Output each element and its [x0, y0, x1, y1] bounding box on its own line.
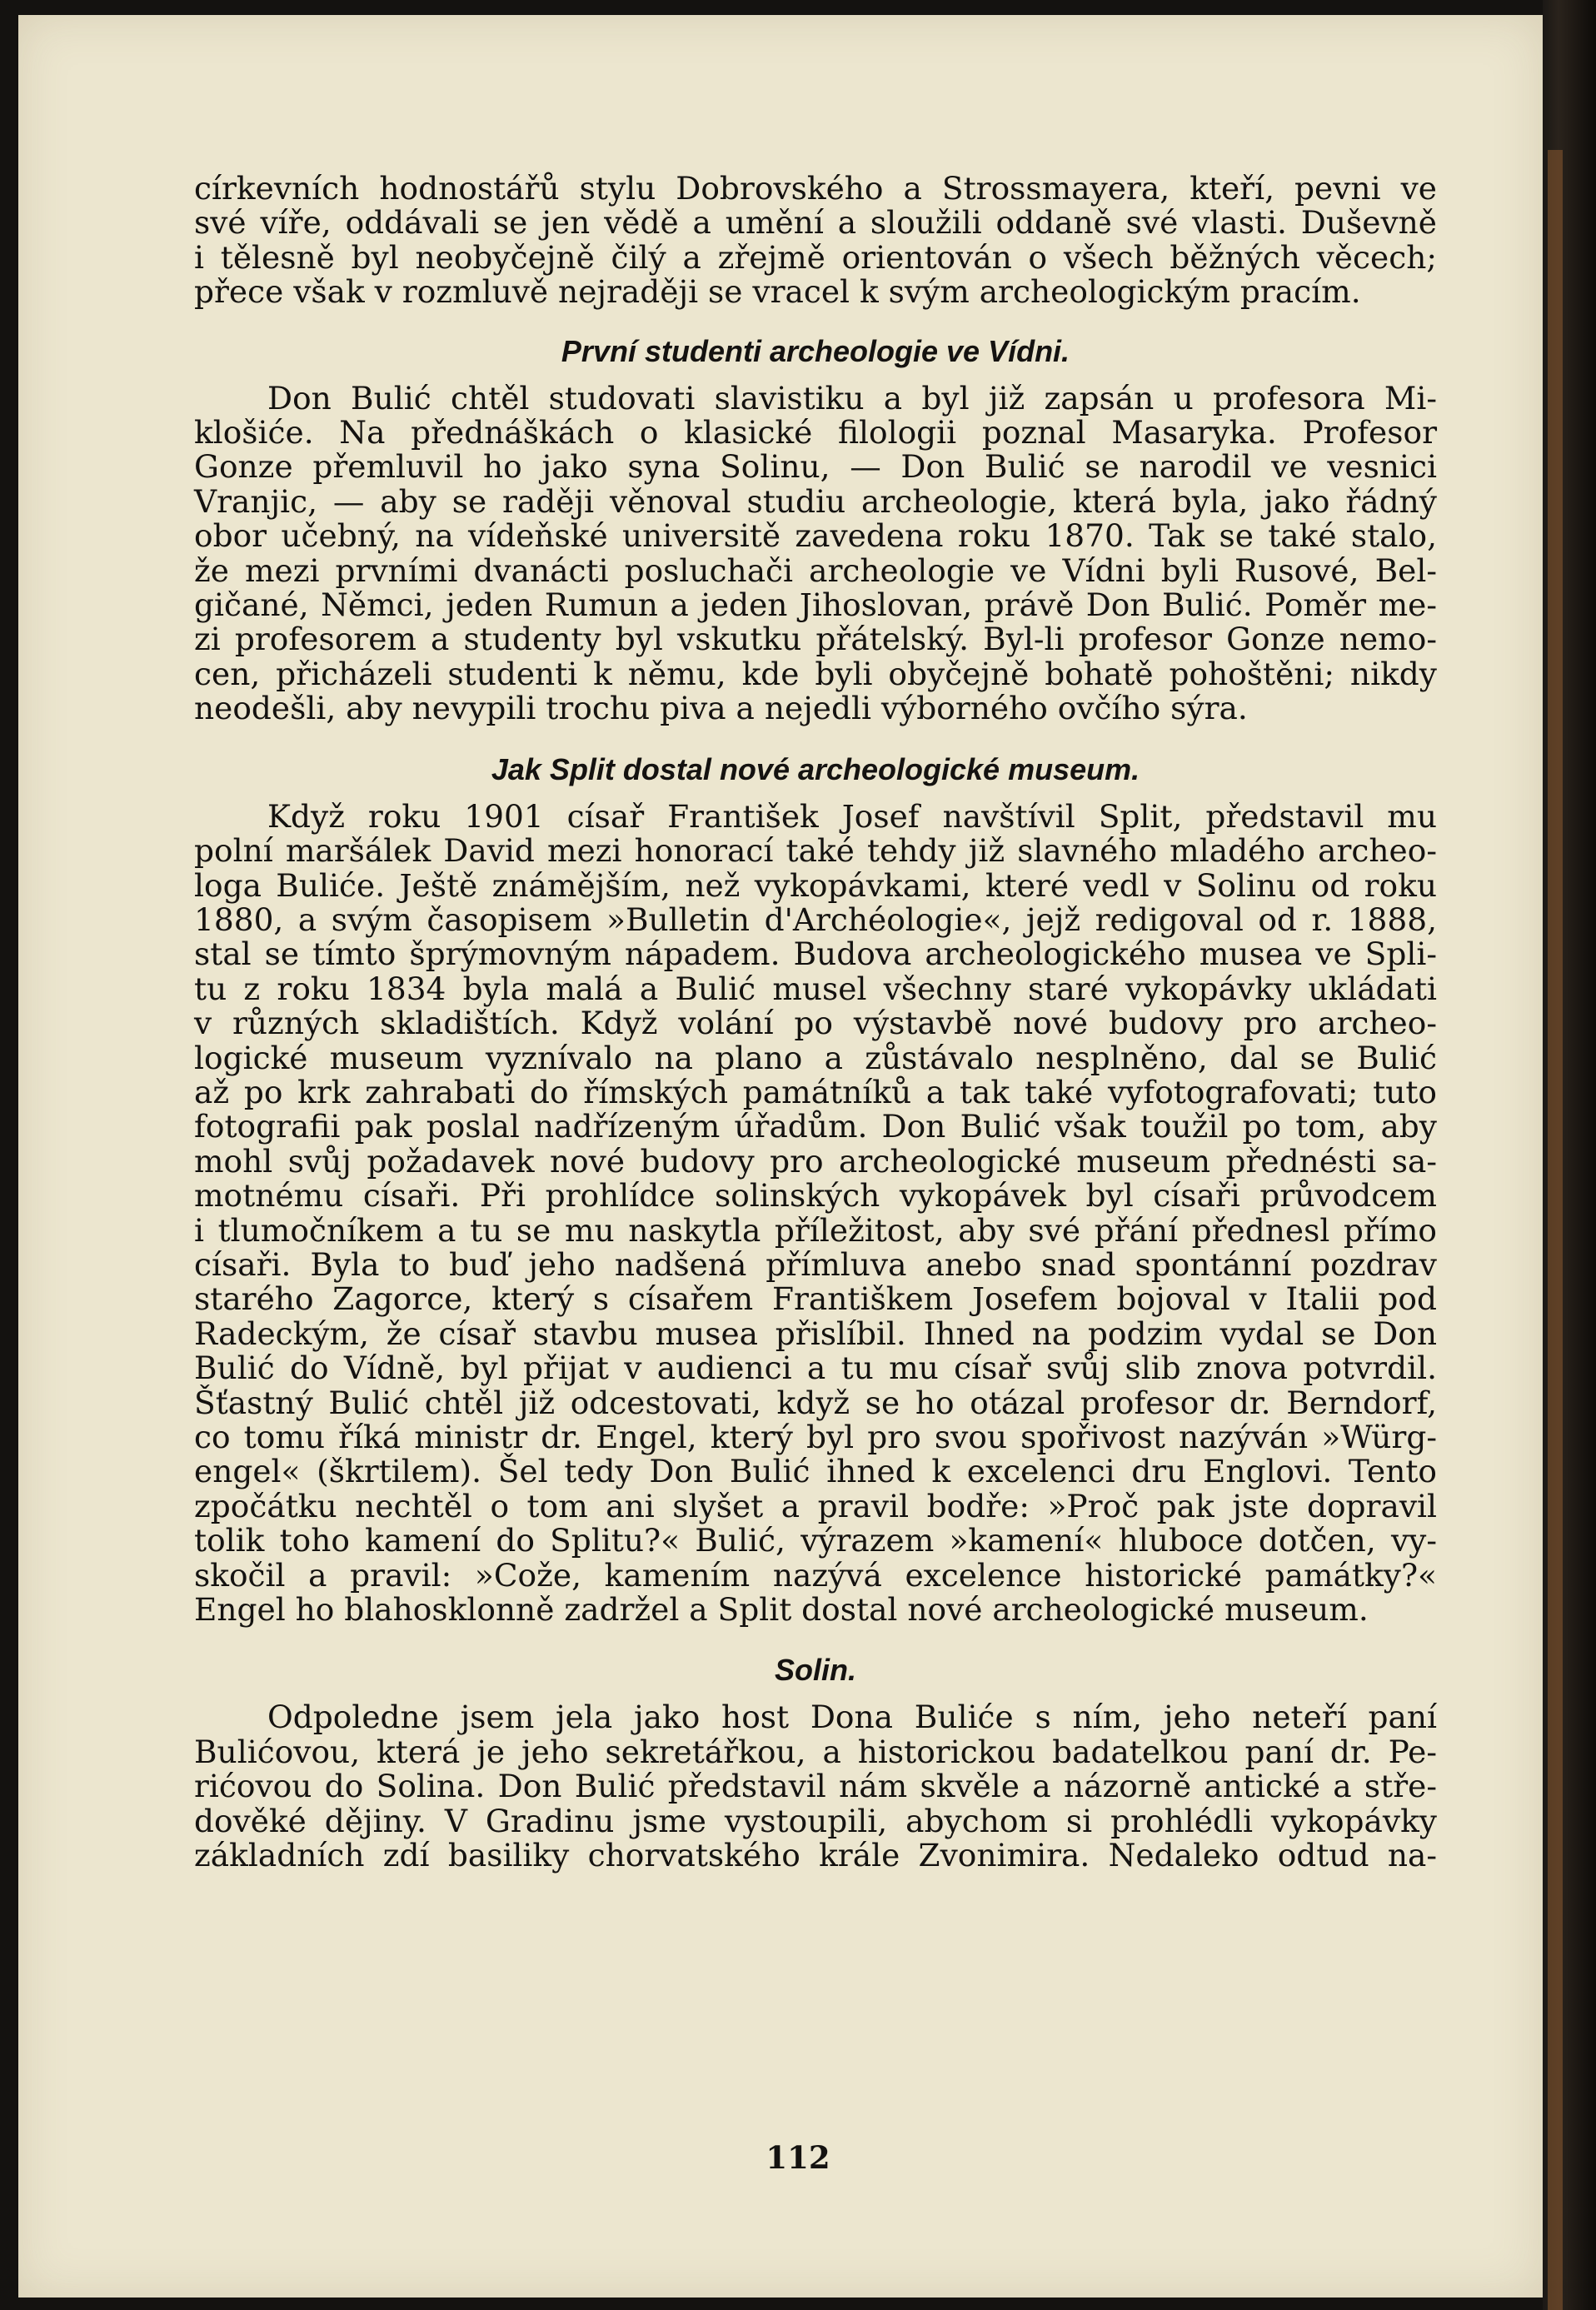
paragraph-first-students — [194, 379, 1437, 727]
paragraph-intro — [194, 172, 1437, 310]
text-line: základních zdí basiliky chorvatského krále Zvonimira. Nedaleko odtud na- — [194, 1837, 1437, 1874]
text-line: stal se tímto šprýmovným nápadem. Budova archeologického musea ve Spli- — [194, 935, 1437, 973]
text-line: že mezi prvními dvanácti posluchači archeologie ve Vídni byli Rusové, Bel- — [194, 551, 1437, 589]
paragraph-museum — [194, 797, 1437, 1629]
text-line: logické museum vyznívalo na plano a zůstávalo nesplněno, dal se Bulić — [194, 1039, 1437, 1076]
text-line: rićovou do Solina. Don Bulić představil nám skvěle a názorně antické a stře- — [194, 1768, 1437, 1805]
text-line: císaři. Byla to buď jeho nadšená přímluva anebo snad spontánní pozdrav — [194, 1245, 1437, 1283]
text-line: i tlumočníkem a tu se mu naskytla příležitost, aby své přání přednesl přímo — [194, 1211, 1437, 1249]
text-line: církevních hodnostářů stylu Dobrovského a Strossmayera, kteří, pevni ve — [194, 170, 1437, 207]
text-line: mohl svůj požadavek nové budovy pro archeologické museum přednésti sa- — [194, 1142, 1437, 1180]
text-line: Gonze přemluvil ho jako syna Solinu, — Don Bulić se narodil ve vesnici — [194, 448, 1437, 486]
text-line: Vranjic, — aby se raději věnoval studiu archeologie, která byla, jako řádný — [194, 482, 1437, 520]
text-line: Radeckým, že císař stavbu musea přislíbil. Ihned na podzim vydal se Don — [194, 1315, 1437, 1352]
text-line: polní maršálek David mezi honorací také tehdy již slavného mladého archeo- — [194, 832, 1437, 870]
text-line: motnému císaři. Při prohlídce solinských vykopávek byl císaři průvodcem — [194, 1177, 1437, 1215]
text-line: obor učebný, na vídeňské universitě zavedena roku 1870. Tak se také stalo, — [194, 517, 1437, 555]
page-number: 112 — [766, 2139, 830, 2176]
page-text — [194, 172, 1437, 1873]
text-line: Engel ho blahosklonně zadržel a Split dostal nové archeologické museum. — [194, 1591, 1369, 1629]
text-line: až po krk zahrabati do římských památníků a tak také vyfotografovati; tuto — [194, 1073, 1437, 1110]
text-line: Bulić do Vídně, byl přijat v audienci a tu mu císař svůj slib znova potvrdil. — [194, 1350, 1437, 1387]
text-line: fotografii pak poslal nadřízeným úřadům. Don Bulić však toužil po tom, aby — [194, 1108, 1437, 1145]
book-spine-edge — [1543, 0, 1596, 2310]
text-line: Odpoledne jsem jela jako host Dona Buliće s ním, jeho neteří paní — [267, 1699, 1437, 1736]
text-line: cen, přicházeli studenti k němu, kde byli obyčejně bohatě pohoštěni; nikdy — [194, 655, 1437, 692]
text-line: tu z roku 1834 byla malá a Bulić musel všechny staré vykopávky ukládati — [194, 970, 1437, 1007]
text-line: neodešli, aby nevypili trochu piva a nejedli výborného ovčího sýra. — [194, 690, 1248, 727]
text-line: zi profesorem a studenty byl vskutku přátelský. Byl-li profesor Gonze nemo- — [194, 621, 1437, 658]
text-line: skočil a pravil: »Cože, kamením nazývá excelence historické památky?« — [194, 1556, 1437, 1594]
text-line: Bulićovou, která je jeho sekretářkou, a historickou badatelkou paní dr. Pe- — [194, 1733, 1437, 1770]
text-line: tolik toho kamení do Splitu?« Bulić, výrazem »kamení« hluboce dotčen, vy- — [194, 1522, 1437, 1559]
text-line: klošiće. Na přednáškách o klasické filologii poznal Masaryka. Profesor — [194, 414, 1437, 452]
section-heading-solin: Solin. — [775, 1653, 856, 1688]
text-line: co tomu říká ministr dr. Engel, který byl pro svou spořivost nazýván »Würg- — [194, 1419, 1437, 1455]
text-line: v různých skladištích. Když volání po výstavbě nové budovy pro archeo- — [194, 1005, 1437, 1042]
text-line: Don Bulić chtěl studovati slavistiku a byl již zapsán u profesora Mi- — [267, 379, 1437, 417]
paragraph-solin — [194, 1700, 1437, 1873]
text-line: Šťastný Bulić chtěl již odcestovati, když se ho otázal profesor dr. Berndorf, — [194, 1384, 1437, 1421]
text-line: Když roku 1901 císař František Josef navštívil Split, představil mu — [267, 797, 1437, 835]
section-heading-museum: Jak Split dostal nové archeologické museum. — [491, 751, 1140, 786]
text-line: starého Zagorce, který s císařem Františkem Josefem bojoval v Italii pod — [194, 1280, 1437, 1318]
text-line: přece však v rozmluvě nejraději se vracel k svým archeologickým pracím. — [194, 273, 1361, 311]
page-edge-shadow — [1548, 150, 1563, 2310]
text-line: zpočátku nechtěl o tom ani slyšet a pravil bodře: »Proč pak jste dopravil — [194, 1487, 1437, 1524]
text-line: dověké dějiny. V Gradinu jsme vystoupili, abychom si prohlédli vykopávky — [194, 1802, 1437, 1839]
text-line: 1880, a svým časopisem »Bulletin d'Archéologie«, jejž redigoval od r. 1888, — [194, 901, 1437, 938]
text-line: své víře, oddávali se jen vědě a umění a sloužili oddaně své vlasti. Duševně — [194, 204, 1437, 242]
section-heading-first-students: První studenti archeologie ve Vídni. — [561, 333, 1070, 368]
text-line: loga Buliće. Ještě známějším, než vykopávkami, které vedl v Solinu od roku — [194, 866, 1437, 904]
text-line: engel« (škrtilem). Šel tedy Don Bulić ihned k excelenci dru Englovi. Tento — [194, 1453, 1437, 1490]
text-line: i tělesně byl neobyčejně čilý a zřejmě orientován o všech běžných věcech; — [194, 238, 1437, 276]
text-line: gičané, Němci, jeden Rumun a jeden Jihoslovan, právě Don Bulić. Poměr me- — [194, 586, 1437, 624]
